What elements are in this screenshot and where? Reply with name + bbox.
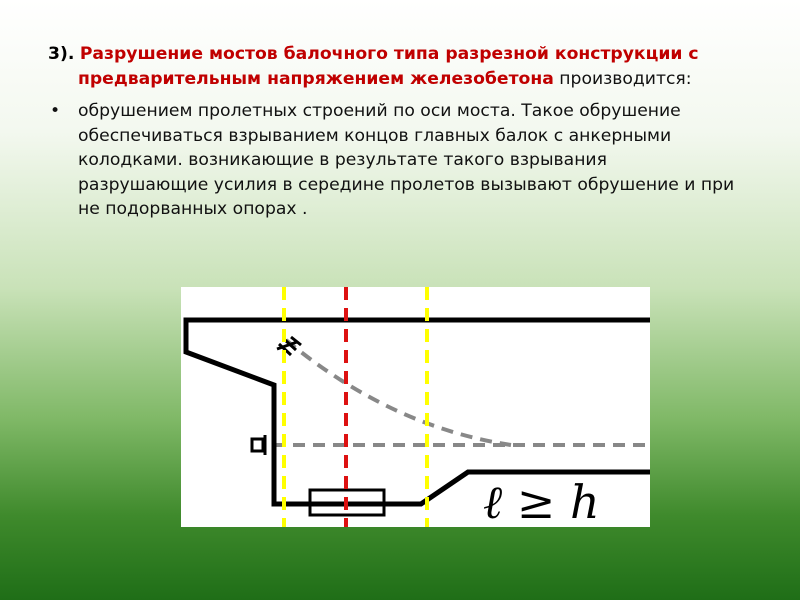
collapse-curve-dashed xyxy=(286,340,511,445)
heading-number: 3). xyxy=(48,44,75,64)
bullet-item xyxy=(48,99,738,222)
heading-rest: производится: xyxy=(553,68,692,89)
formula-label: ℓ ≥ h xyxy=(483,475,600,527)
slide-heading xyxy=(48,42,738,91)
bridge-diagram-svg xyxy=(181,287,650,527)
bridge-diagram xyxy=(181,287,650,527)
heading-highlight: Разрушение мостов балочного типа разрезной конструкции с предварительным напряжением железобетона xyxy=(78,44,699,89)
slide-text xyxy=(48,42,738,222)
explosive-charge-icon xyxy=(277,337,301,355)
bullet-dot: • xyxy=(50,101,61,121)
side-anchor-box xyxy=(252,439,263,451)
bullet-text: обрушением пролетных строений по оси моста. Такое обрушение обеспечиваться взрыванием концов главных балок с анкерными колодками. возникающие в результате такого взрывания разрушающие усилия в середине пролетов вызывают обрушение и при не подорванных опорах . xyxy=(78,101,735,219)
